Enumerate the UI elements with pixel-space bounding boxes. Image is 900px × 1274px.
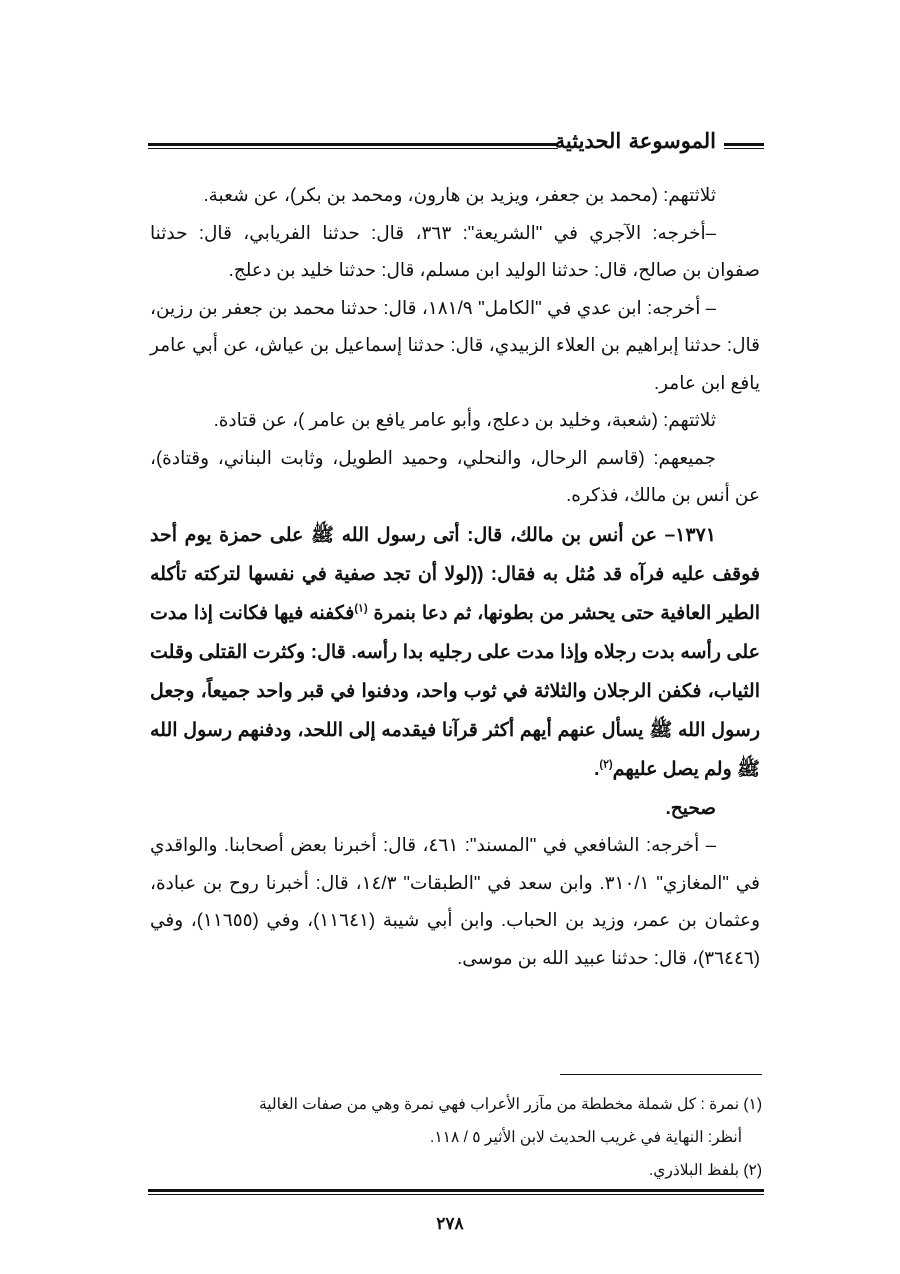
paragraph: جميعهم: (قاسم الرحال، والنحلي، وحميد الطويل، وثابت البناني، وقتادة)، عن أنس بن مالك، فذكره.	[150, 446, 760, 505]
main-text	[150, 176, 760, 976]
footer-rule	[148, 1189, 764, 1195]
paragraph: ثلاثتهم: (شعبة، وخليد بن دعلج، وأبو عامر يافع بن عامر )، عن قتادة.	[213, 409, 716, 430]
header-rule-right	[724, 143, 764, 149]
hadith-text-part2: فكفنه فيها فكانت إذا مدت على رأسه بدت رجلاه وإذا مدت على رجليه بدا رأسه. قال: وكثرت القتلى وقلت الثياب، فكفن الرجلان والثلاثة في ثوب واحد، ودفنوا في قبر واحد جميعاً، وجعل رسول الله ﷺ يسأل عنهم أيهم أكثر قرآنا فيقدمه إلى اللحد، ودفنهم رسول الله ﷺ ولم يصل عليهم	[150, 602, 760, 780]
paragraph: – أخرجه: ابن عدي في "الكامل" ١٨١/٩، قال: حدثنا محمد بن جعفر بن رزين، قال: حدثنا إبراهيم بن العلاء الزبيدي، قال: حدثنا إسماعيل بن عياش، عن أبي عامر يافع ابن عامر.	[150, 296, 760, 393]
footnote-marker-1: (١)	[354, 602, 368, 615]
footnotes	[150, 1088, 762, 1187]
hadith-text	[150, 516, 760, 789]
header-rule-left	[148, 143, 558, 149]
page-number: ٢٧٨	[436, 1214, 464, 1233]
hadith-verdict: صحيح.	[665, 796, 716, 818]
footnote-1: (١) نمرة : كل شملة مخططة من مآزر الأعراب فهي نمرة وهي من صفات الغالية	[258, 1096, 762, 1113]
hadith-text-part1: ١٣٧١– عن أنس بن مالك، قال: أتى رسول الله ﷺ على حمزة يوم أحد فوقف عليه فرآه قد مُثل به فقال: ((لولا أن تجد صفية في نفسها لتركته تأكله الطير العافية حتى يحشر من بطونها، ثم دعا بنمرة	[150, 524, 761, 624]
footnote-marker-2: (٢)	[599, 758, 613, 771]
header-title: الموسوعة الحديثية	[554, 128, 716, 153]
running-header	[148, 128, 764, 168]
footnote-separator	[560, 1074, 762, 1075]
takhrij-paragraph: – أخرجه: الشافعي في "المسند": ٤٦١، قال: أخبرنا بعض أصحابنا. والواقدي في "المغازي" ٣١٠/١. وابن سعد في "الطبقات" ١٤/٣، قال: أخبرنا روح بن عبادة، وعثمان بن عمر، وزيد بن الحباب. وابن أبي شيبة (١١٦٤١)، وفي (١١٦٥٥)، وفي (٣٦٤٤٦)، قال: حدثنا عبيد الله بن موسى.	[150, 834, 761, 968]
footnote-1-continuation: أنظر: النهاية في غريب الحديث لابن الأثير ٥ / ١١٨.	[430, 1129, 742, 1146]
paragraph: ثلاثتهم: (محمد بن جعفر، ويزيد بن هارون، ومحمد بن بكر)، عن شعبة.	[203, 184, 716, 205]
hadith-text-end: .	[594, 758, 600, 780]
footnote-2: (٢) بلفظ البلاذري.	[648, 1162, 762, 1179]
paragraph: –أخرجه: الآجري في "الشريعة": ٣٦٣، قال: حدثنا الفريابي، قال: حدثنا صفوان بن صالح، قال: حدثنا الوليد ابن مسلم، قال: حدثنا خليد بن دعلج.	[150, 221, 760, 280]
